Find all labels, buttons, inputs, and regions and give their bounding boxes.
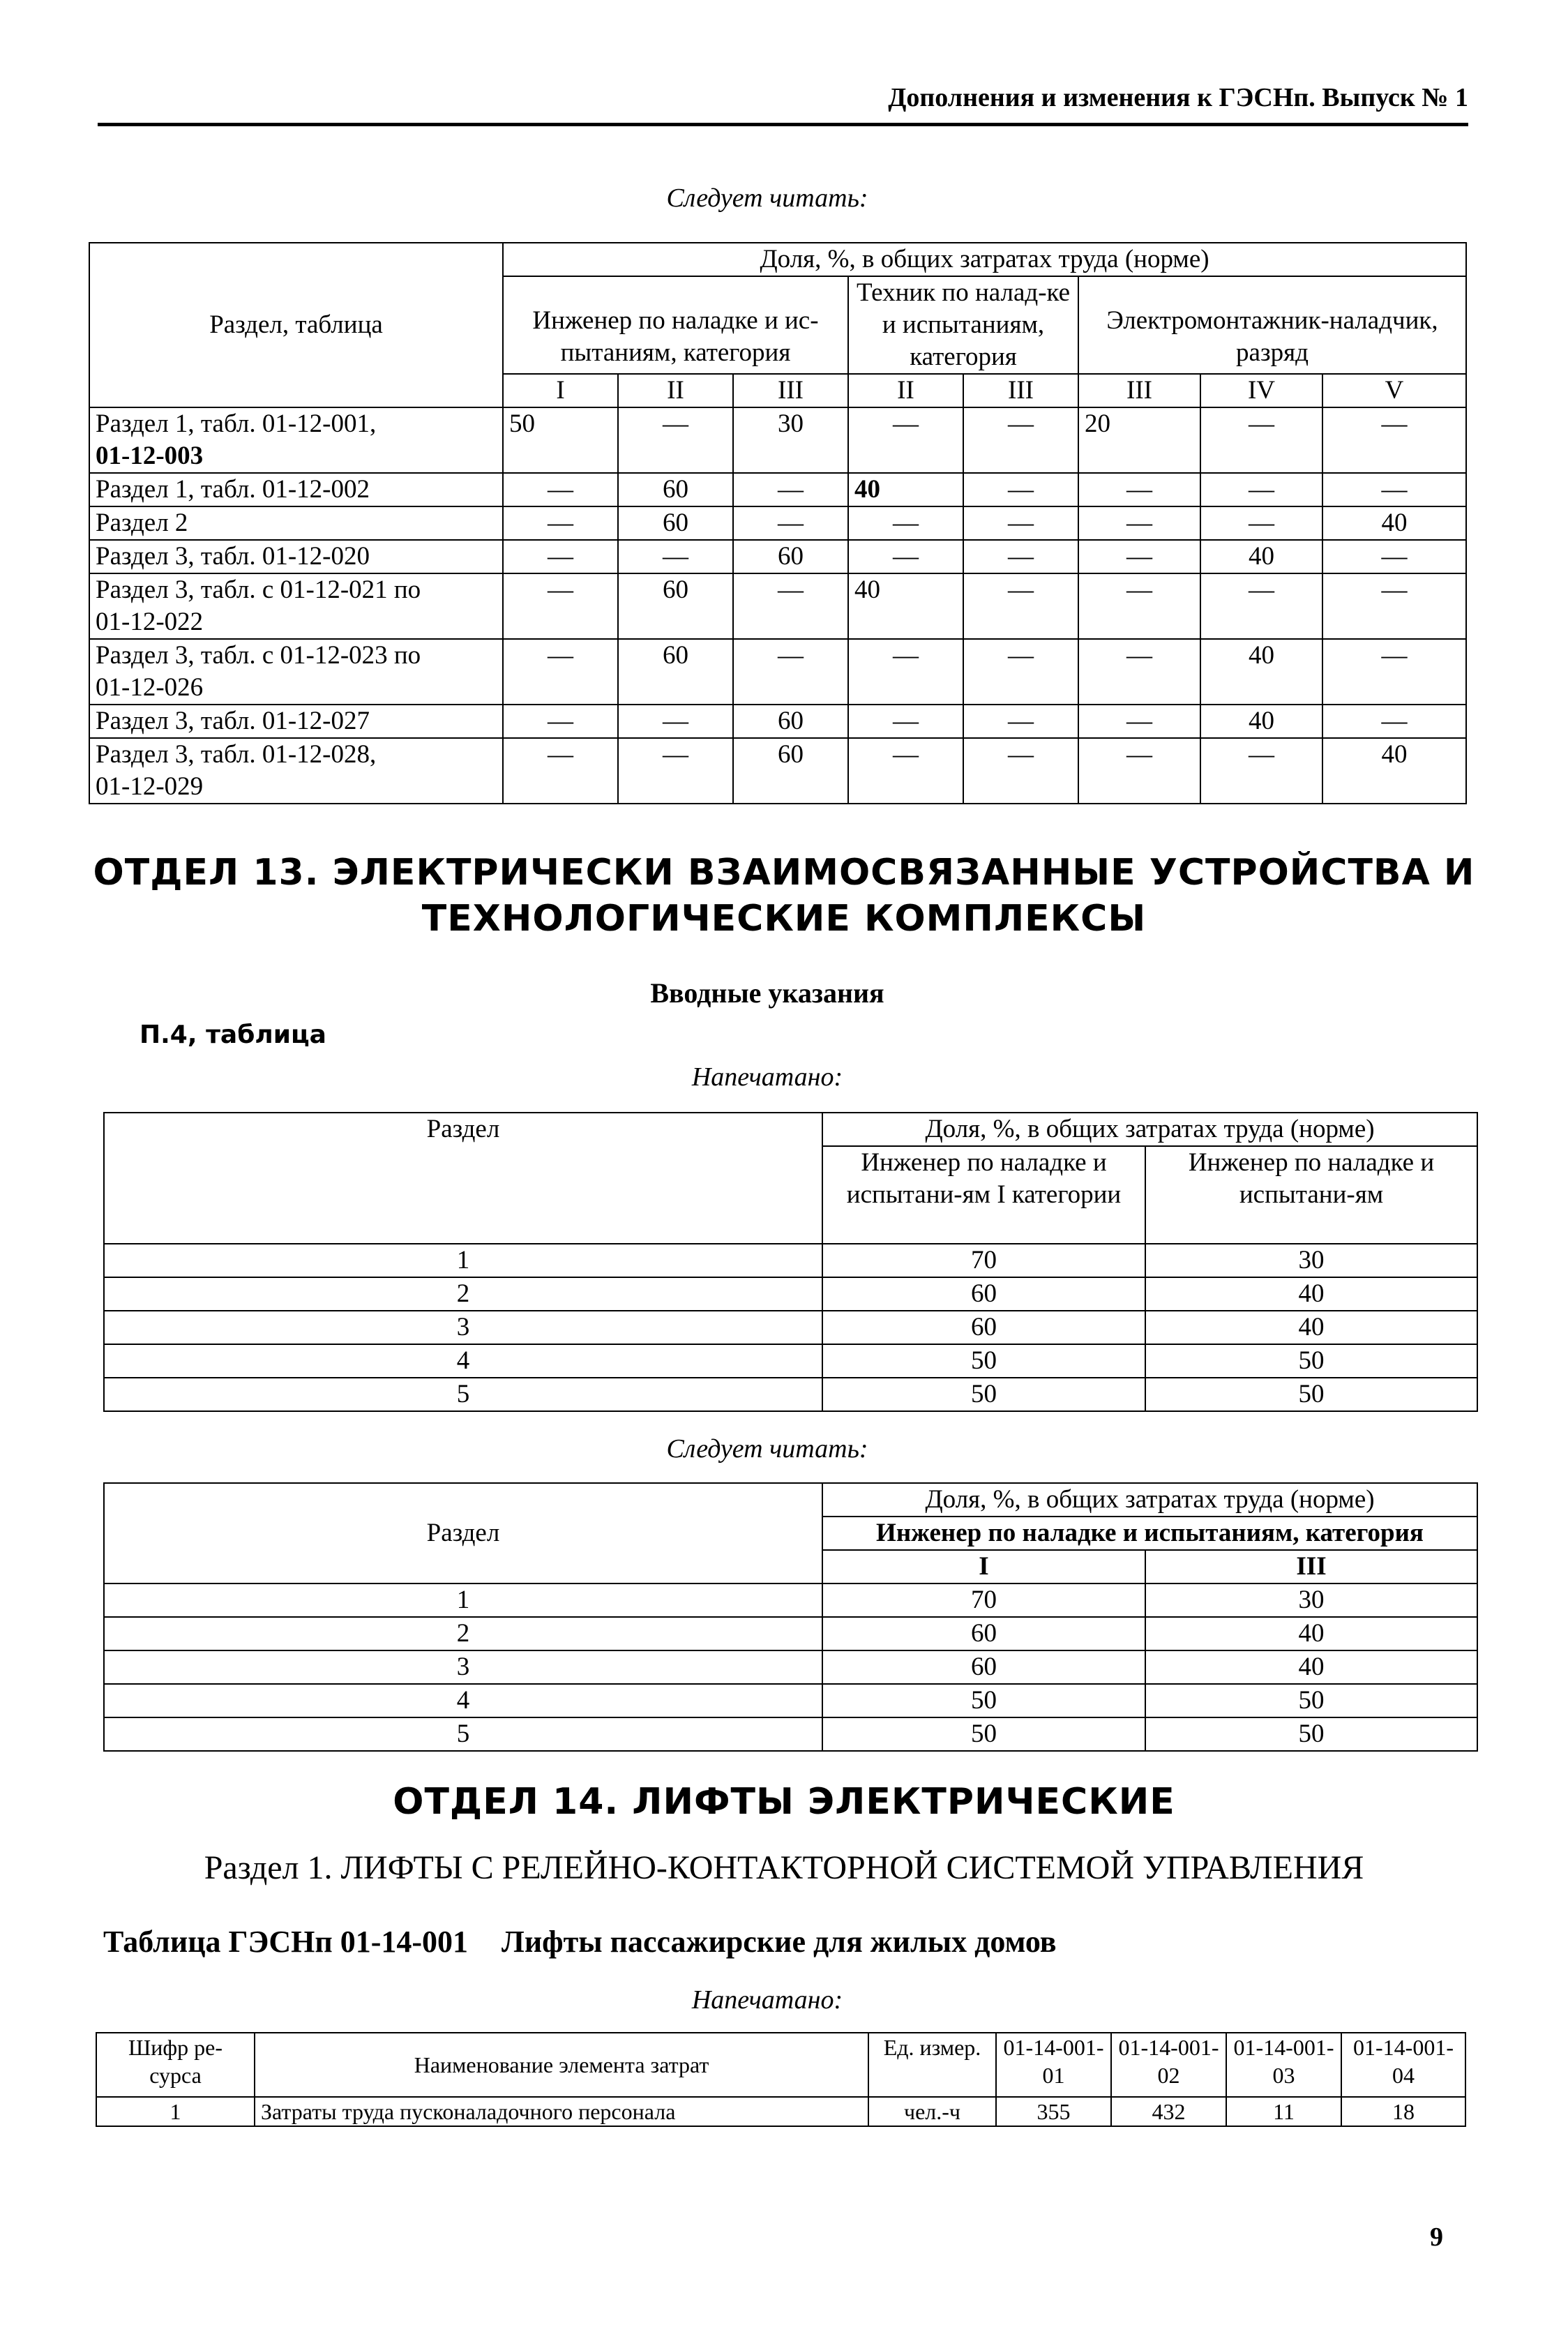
table-row: 2 60 40 xyxy=(104,1617,1477,1650)
table-row: 3 60 40 xyxy=(104,1650,1477,1684)
caption-should-read-1: Следует читать: xyxy=(666,183,868,213)
caption-printed-1: Напечатано: xyxy=(691,1062,843,1092)
col-category-1: I xyxy=(822,1550,1145,1583)
col-engineer-2: Инженер по наладке и испытани-ям xyxy=(1145,1146,1477,1244)
col-unit: Ед. измер. xyxy=(868,2033,996,2097)
table-row: Раздел 3, табл. 01-12-027 — — 60 — — — 40 — xyxy=(89,705,1466,738)
sub-header-engineer: Инженер по наладке и испытаниям, категория xyxy=(822,1517,1477,1550)
share-header: Доля, %, в общих затратах труда (норме) xyxy=(822,1113,1477,1146)
col-engineer-1: Инженер по наладке и испытани-ям I категории xyxy=(822,1146,1145,1244)
table-should-read-p4 xyxy=(103,1482,1478,1752)
sub-header: III xyxy=(733,374,848,407)
caption-should-read-2: Следует читать: xyxy=(666,1434,868,1464)
table-share-by-section xyxy=(89,242,1467,804)
table-gesnp-01-14-001 xyxy=(96,2032,1466,2127)
table-row: Раздел 1, табл. 01-12-001, 01-12-003 50 — 30 — — 20 — — xyxy=(89,407,1466,473)
table-row: 3 60 40 xyxy=(104,1311,1477,1344)
sub-header: IV xyxy=(1200,374,1322,407)
table-row: 1 70 30 xyxy=(104,1244,1477,1277)
table-row: 1 Затраты труда пусконаладочного персонала чел.-ч 355 432 11 18 xyxy=(96,2097,1465,2126)
col-norm: 01-14-001-03 xyxy=(1226,2033,1341,2097)
table-row: 2 60 40 xyxy=(104,1277,1477,1311)
col-norm: 01-14-001-01 xyxy=(996,2033,1111,2097)
table-row: Раздел 3, табл. 01-12-020 — — 60 — — — 40 — xyxy=(89,540,1466,573)
table-row: Раздел 3, табл. с 01-12-023 по 01-12-026 — 60 — — — — 40 — xyxy=(89,639,1466,705)
table-heading: Таблица ГЭСНп 01-14-001 Лифты пассажирские для жилых домов xyxy=(103,1925,1057,1959)
item-reference: П.4, таблица xyxy=(140,1021,326,1049)
running-header: Дополнения и изменения к ГЭСНп. Выпуск № 1 xyxy=(98,82,1468,126)
table-row: 5 50 50 xyxy=(104,1378,1477,1411)
table-row: Раздел 2 — 60 — — — — — 40 xyxy=(89,506,1466,540)
table-row: 5 50 50 xyxy=(104,1717,1477,1751)
table-row: 4 50 50 xyxy=(104,1684,1477,1717)
col-section-header: Раздел, таблица xyxy=(89,243,503,407)
col-resource-code: Шифр ре-сурса xyxy=(96,2033,255,2097)
col-norm: 01-14-001-02 xyxy=(1111,2033,1226,2097)
col-category-3: III xyxy=(1145,1550,1477,1583)
group-engineer: Инженер по наладке и ис-пытаниям, категория xyxy=(503,276,848,374)
table-row: Раздел 1, табл. 01-12-002 — 60 — 40 — — — — xyxy=(89,473,1466,506)
sub-header: III xyxy=(1078,374,1200,407)
section14-title: ОТДЕЛ 14. ЛИФТЫ ЭЛЕКТРИЧЕСКИЕ xyxy=(393,1781,1175,1823)
col-section-header: Раздел xyxy=(104,1113,822,1244)
caption-printed-2: Напечатано: xyxy=(691,1985,843,2015)
table-row: Раздел 3, табл. с 01-12-021 по 01-12-022 — 60 — 40 — — — — xyxy=(89,573,1466,639)
table-printed-p4 xyxy=(103,1112,1478,1412)
sub-header: I xyxy=(503,374,618,407)
group-technician: Техник по налад-ке и испытаниям, категория xyxy=(848,276,1078,374)
sub-header: V xyxy=(1322,374,1466,407)
col-norm: 01-14-001-04 xyxy=(1341,2033,1465,2097)
share-header: Доля, %, в общих затратах труда (норме) xyxy=(503,243,1466,276)
group-electrician: Электромонтажник-наладчик, разряд xyxy=(1078,276,1466,374)
page-number: 9 xyxy=(1430,2222,1443,2252)
col-section-header: Раздел xyxy=(104,1483,822,1583)
sub-header: II xyxy=(848,374,963,407)
section14-subtitle: Раздел 1. ЛИФТЫ С РЕЛЕЙНО-КОНТАКТОРНОЙ СИСТЕМОЙ УПРАВЛЕНИЯ xyxy=(204,1849,1364,1886)
section13-title: ОТДЕЛ 13. ЭЛЕКТРИЧЕСКИ ВЗАИМОСВЯЗАННЫЕ УСТРОЙСТВА И ТЕХНОЛОГИЧЕСКИЕ КОМПЛЕКСЫ xyxy=(93,852,1475,940)
intro-heading: Вводные указания xyxy=(650,977,884,1009)
table-row: Раздел 3, табл. 01-12-028, 01-12-029 — — 60 — — — — 40 xyxy=(89,738,1466,804)
sub-header: III xyxy=(963,374,1078,407)
sub-header: II xyxy=(618,374,733,407)
table-row: 1 70 30 xyxy=(104,1583,1477,1617)
col-cost-element: Наименование элемента затрат xyxy=(255,2033,868,2097)
table-row: 4 50 50 xyxy=(104,1344,1477,1378)
share-header: Доля, %, в общих затратах труда (норме) xyxy=(822,1483,1477,1517)
